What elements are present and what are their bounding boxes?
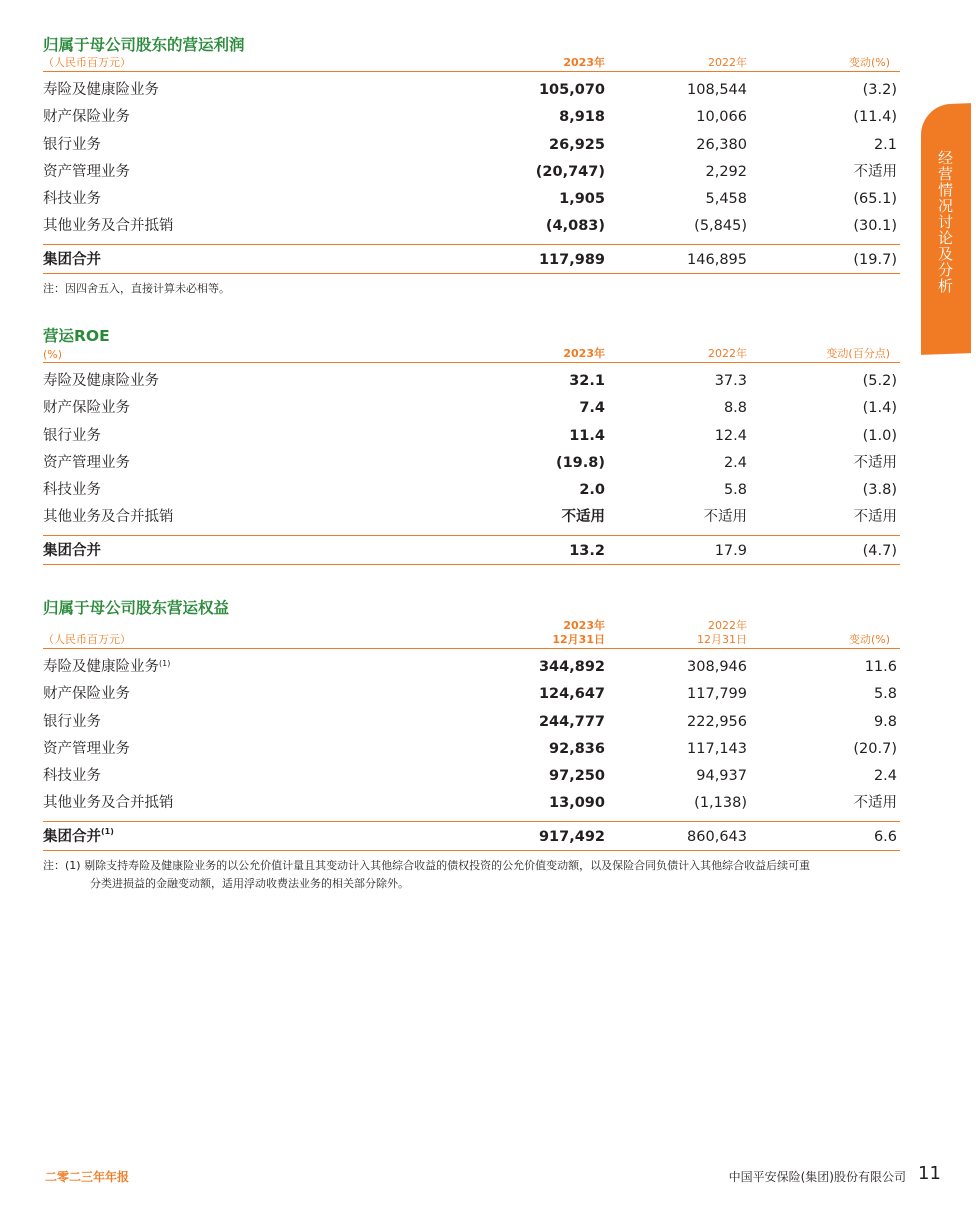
table-row	[43, 504, 900, 531]
col-header-2023-date: 12月31日	[552, 633, 605, 646]
value-change: 不适用	[853, 454, 897, 471]
value-2022: 不适用	[703, 509, 747, 526]
row-label: 科技业务	[43, 768, 101, 785]
col-header-change: 变动(百分点)	[826, 347, 890, 360]
col-header-2022: 2022年	[708, 347, 747, 360]
value-2023: (4,083)	[545, 218, 605, 235]
table-total-row	[43, 244, 900, 274]
table-header	[43, 346, 900, 363]
value-2022: 37.3	[714, 373, 747, 389]
value-change: (5.2)	[862, 373, 897, 389]
row-label: 财产保险业务	[43, 400, 130, 417]
value-change: 不适用	[853, 163, 897, 180]
value-2022: 146,895	[687, 251, 747, 268]
row-label: 科技业务	[43, 482, 101, 499]
footnote-line-1: 注：(1) 剔除支持寿险及健康险业务的以公允价值计量且其变动计入其他综合收益的债权投资的公允价值变动额，以及保险合同负债计入其他综合收益后续可重	[43, 858, 811, 872]
table-row	[43, 368, 900, 395]
value-2023: 117,989	[538, 251, 605, 268]
operating-profit-section	[43, 35, 900, 298]
footnote-line-2: 分类进损益的金融变动额，适用浮动收费法业务的相关部分除外。	[90, 876, 409, 890]
unit-label: （人民币百万元）	[43, 633, 131, 646]
col-header-2023: 2023年	[563, 56, 605, 69]
table-body	[43, 654, 900, 821]
value-2023: 7.4	[579, 400, 605, 417]
operating-equity-section	[43, 598, 900, 893]
col-header-2022-date: 12月31日	[697, 633, 747, 646]
row-label: 寿险及健康险业务	[43, 82, 159, 98]
row-label	[43, 822, 114, 852]
footnote	[43, 857, 900, 893]
operating-roe-section	[43, 326, 900, 565]
footnote-marker: (1)	[159, 659, 171, 668]
col-header-2022	[697, 619, 747, 647]
value-2023: 344,892	[538, 659, 605, 675]
row-label: 集团合并	[43, 251, 101, 268]
value-change: (1.4)	[862, 400, 897, 417]
value-change: (20.7)	[853, 740, 897, 757]
value-change: (1.0)	[862, 427, 897, 444]
value-change: 2.4	[873, 768, 897, 785]
value-2023: 124,647	[538, 686, 605, 703]
value-change: (30.1)	[853, 218, 897, 235]
value-change: (19.7)	[853, 251, 897, 268]
col-header-2022: 2022年	[708, 56, 747, 69]
value-2023: (20,747)	[535, 163, 605, 180]
value-2022: 222,956	[687, 713, 747, 730]
table-row	[43, 77, 900, 104]
table-body	[43, 77, 900, 244]
value-change: (3.2)	[862, 82, 897, 98]
section-title: 归属于母公司股东的营运利润	[43, 36, 245, 54]
value-2022: 2.4	[723, 454, 747, 471]
row-label: 银行业务	[43, 136, 101, 153]
page-number: 11	[918, 1163, 941, 1184]
table-body	[43, 368, 900, 535]
table-row	[43, 681, 900, 708]
row-label: 银行业务	[43, 427, 101, 444]
value-2022: (1,138)	[694, 795, 747, 812]
value-2023: 917,492	[538, 828, 605, 845]
row-label: 其他业务及合并抵销	[43, 509, 174, 526]
table-row	[43, 159, 900, 186]
value-2023: 26,925	[549, 136, 605, 153]
table-row	[43, 477, 900, 504]
value-2023: 92,836	[549, 740, 605, 757]
row-label: 资产管理业务	[43, 740, 130, 757]
annual-report-label: 二零二三年年报	[45, 1170, 130, 1184]
value-2022: 108,544	[687, 82, 747, 98]
footnote: 注：因四舍五入，直接计算未必相等。	[43, 281, 230, 295]
value-2022: 12.4	[714, 427, 747, 444]
table-row	[43, 186, 900, 213]
col-header-2023	[552, 619, 605, 647]
table-row	[43, 709, 900, 736]
value-2023: 不适用	[561, 509, 605, 526]
value-change: 不适用	[853, 795, 897, 812]
row-label-text: 寿险及健康险业务	[43, 659, 159, 675]
value-2023: 32.1	[569, 373, 605, 389]
value-change: (4.7)	[862, 542, 897, 559]
row-label: 其他业务及合并抵销	[43, 218, 174, 235]
value-change: 6.6	[873, 828, 897, 845]
row-label	[43, 654, 170, 681]
value-change: 不适用	[853, 509, 897, 526]
row-label-text: 集团合并	[43, 828, 101, 845]
table-row	[43, 213, 900, 240]
row-label: 寿险及健康险业务	[43, 373, 159, 389]
table-row	[43, 790, 900, 817]
table-total-row	[43, 821, 900, 851]
value-2022: 10,066	[696, 109, 747, 126]
value-2023: 8,918	[559, 109, 605, 126]
value-2023: 97,250	[549, 768, 605, 785]
value-2022: (5,845)	[694, 218, 747, 235]
value-2023: 105,070	[538, 82, 605, 98]
value-change: (11.4)	[853, 109, 897, 126]
value-2022: 8.8	[723, 400, 747, 417]
value-2023: 1,905	[559, 191, 605, 208]
table-row	[43, 736, 900, 763]
value-2022: 94,937	[696, 768, 747, 785]
col-header-2023: 2023年	[563, 347, 605, 360]
value-2022: 5,458	[705, 191, 747, 208]
value-2023: 244,777	[538, 713, 605, 730]
value-2022: 117,143	[687, 740, 747, 757]
value-2022: 2,292	[705, 163, 747, 180]
col-header-2023-year: 2023年	[563, 619, 605, 632]
value-2022: 308,946	[687, 659, 747, 675]
section-title: 归属于母公司股东营运权益	[43, 599, 230, 617]
section-title: 营运ROE	[43, 327, 110, 345]
side-section-tab-label: 经营情况讨论及分析	[936, 150, 954, 294]
table-row	[43, 104, 900, 131]
row-label: 其他业务及合并抵销	[43, 795, 174, 812]
value-2023: 13.2	[569, 542, 605, 559]
value-2022: 17.9	[714, 542, 747, 559]
row-label: 银行业务	[43, 713, 101, 730]
col-header-change: 变动(%)	[848, 633, 890, 646]
value-2022: 5.8	[723, 482, 747, 499]
value-change: 11.6	[864, 659, 897, 675]
value-2023: 11.4	[569, 427, 605, 444]
footnote-marker: (1)	[101, 826, 114, 836]
row-label: 集团合并	[43, 542, 101, 559]
table-row	[43, 763, 900, 790]
table-row	[43, 654, 900, 681]
table-row	[43, 395, 900, 422]
value-change: 5.8	[873, 686, 897, 703]
row-label: 科技业务	[43, 191, 101, 208]
value-2022: 117,799	[687, 686, 747, 703]
value-2022: 26,380	[696, 136, 747, 153]
value-2023: 13,090	[549, 795, 605, 812]
unit-label: （人民币百万元）	[43, 56, 131, 69]
value-2023: (19.8)	[555, 454, 605, 471]
col-header-2022-year: 2022年	[708, 619, 747, 632]
value-change: 9.8	[873, 713, 897, 730]
value-change: 2.1	[873, 136, 897, 153]
row-label: 财产保险业务	[43, 686, 130, 703]
table-row	[43, 423, 900, 450]
table-row	[43, 450, 900, 477]
table-total-row	[43, 535, 900, 565]
table-header	[43, 55, 900, 72]
row-label: 财产保险业务	[43, 109, 130, 126]
value-change: (65.1)	[853, 191, 897, 208]
row-label: 资产管理业务	[43, 454, 130, 471]
col-header-change: 变动(%)	[848, 56, 890, 69]
table-row	[43, 132, 900, 159]
value-change: (3.8)	[862, 482, 897, 499]
unit-label: (%)	[43, 348, 63, 361]
company-name: 中国平安保险(集团)股份有限公司	[728, 1170, 906, 1184]
table-header	[43, 618, 900, 649]
value-2023: 2.0	[579, 482, 605, 499]
value-2022: 860,643	[687, 828, 747, 845]
row-label: 资产管理业务	[43, 163, 130, 180]
